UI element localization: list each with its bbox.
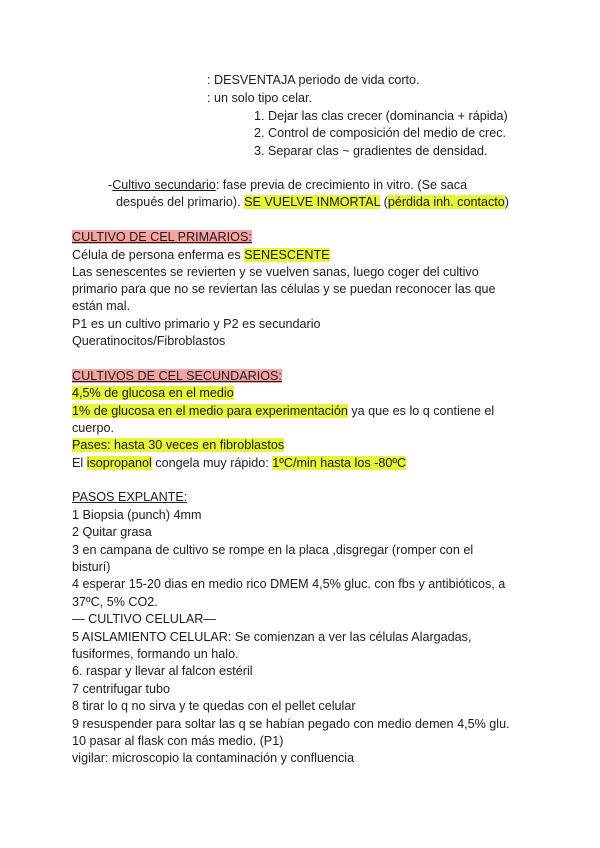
list-item: 1. Dejar las clas crecer (dominancia + rápida)	[254, 109, 508, 123]
highlight-inmortal: SE VUELVE INMORTAL	[244, 195, 381, 209]
text: El	[72, 456, 87, 470]
cultivo-secundario-text: : fase previa de crecimiento in vitro. (Se saca	[215, 178, 468, 192]
cultivo-secundario-line-1	[108, 177, 467, 194]
highlight-perdida: pérdida inh. contacto	[387, 195, 505, 209]
explante-step: 6. raspar y llevar al falcon estéril	[72, 664, 253, 678]
tipo-celular-line: : un solo tipo celar.	[207, 91, 313, 105]
secundarios-line	[72, 403, 494, 420]
explante-step: 5 AISLAMIENTO CELULAR: Se comienzan a ver las células Alargadas,	[72, 630, 472, 644]
highlight-pases: Pases: hasta 30 veces en fibroblastos	[72, 438, 285, 452]
dash: -	[108, 178, 113, 192]
text: congela muy rápido:	[151, 456, 273, 470]
secundarios-line	[72, 437, 284, 454]
secundarios-line	[72, 455, 406, 472]
text: Célula de persona enferma es	[72, 248, 245, 262]
explante-step: 3 en campana de cultivo se rompe en la placa ,disgregar (romper con el	[72, 543, 474, 557]
cultivo-secundario-line-2	[116, 194, 509, 211]
highlight-senescente: SENESCENTE	[244, 248, 330, 262]
secundarios-heading	[72, 368, 282, 385]
explante-step: 9 resuspender para soltar las q se habían pegado con medio demen 4,5% glu.	[72, 717, 510, 731]
primarios-heading	[72, 229, 252, 246]
explante-step: 4 esperar 15-20 dias en medio rico DMEM 4,5% gluc. con fbs y antibióticos, a	[72, 577, 506, 591]
explante-step: bisturí)	[72, 560, 111, 574]
explante-step: — CULTIVO CELULAR—	[72, 612, 216, 626]
explante-step: 8 tirar lo q no sirva y te quedas con el pellet celular	[72, 699, 356, 713]
text: después del primario).	[116, 195, 245, 209]
desventaja-line: : DESVENTAJA periodo de vida corto.	[207, 73, 420, 87]
explante-step: 7 centrifugar tubo	[72, 682, 171, 696]
cultivo-secundario-term: Cultivo secundario	[112, 178, 216, 192]
highlight-temperatura: 1ºC/min hasta los -80ºC	[272, 456, 407, 470]
explante-heading	[72, 489, 187, 506]
heading-text: CULTIVO DE CEL PRIMARIOS:	[72, 230, 252, 244]
text: )	[504, 195, 509, 209]
explante-step: 37ºC, 5% CO2.	[72, 595, 158, 609]
explante-step: fusiformes, formando un halo.	[72, 647, 239, 661]
primarios-line	[72, 247, 330, 264]
primarios-line: P1 es un cultivo primario y P2 es secundario	[72, 317, 321, 331]
primarios-line: primario para que no se reviertan las células y se puedan reconocer las que	[72, 282, 496, 296]
primarios-line: Queratinocitos/Fibroblastos	[72, 334, 226, 348]
heading-text: CULTIVOS DE CEL SECUNDARIOS:	[72, 369, 282, 383]
highlight-glucosa: 4,5% de glucosa en el medio	[72, 386, 234, 400]
highlight-isopropanol: isopropanol	[86, 456, 152, 470]
highlight-experimentacion: 1% de glucosa en el medio para experimentación	[72, 404, 348, 418]
primarios-line: Las senescentes se revierten y se vuelven sanas, luego coger del cultivo	[72, 265, 479, 279]
text: ya que es lo q contiene el	[347, 404, 495, 418]
secundarios-line: cuerpo.	[72, 421, 115, 435]
list-item: 2. Control de composición del medio de crec.	[254, 126, 507, 140]
heading-text: PASOS EXPLANTE:	[72, 490, 188, 504]
explante-step: 2 Quitar grasa	[72, 525, 152, 539]
primarios-line: están mal.	[72, 299, 131, 313]
secundarios-line	[72, 385, 234, 402]
list-item: 3. Separar clas ~ gradientes de densidad.	[254, 144, 488, 158]
explante-step: 10 pasar al flask con más medio. (P1)	[72, 734, 284, 748]
text: (	[380, 195, 388, 209]
explante-step: vigilar: microscopio la contaminación y confluencia	[72, 751, 355, 765]
explante-step: 1 Biopsia (punch) 4mm	[72, 508, 202, 522]
